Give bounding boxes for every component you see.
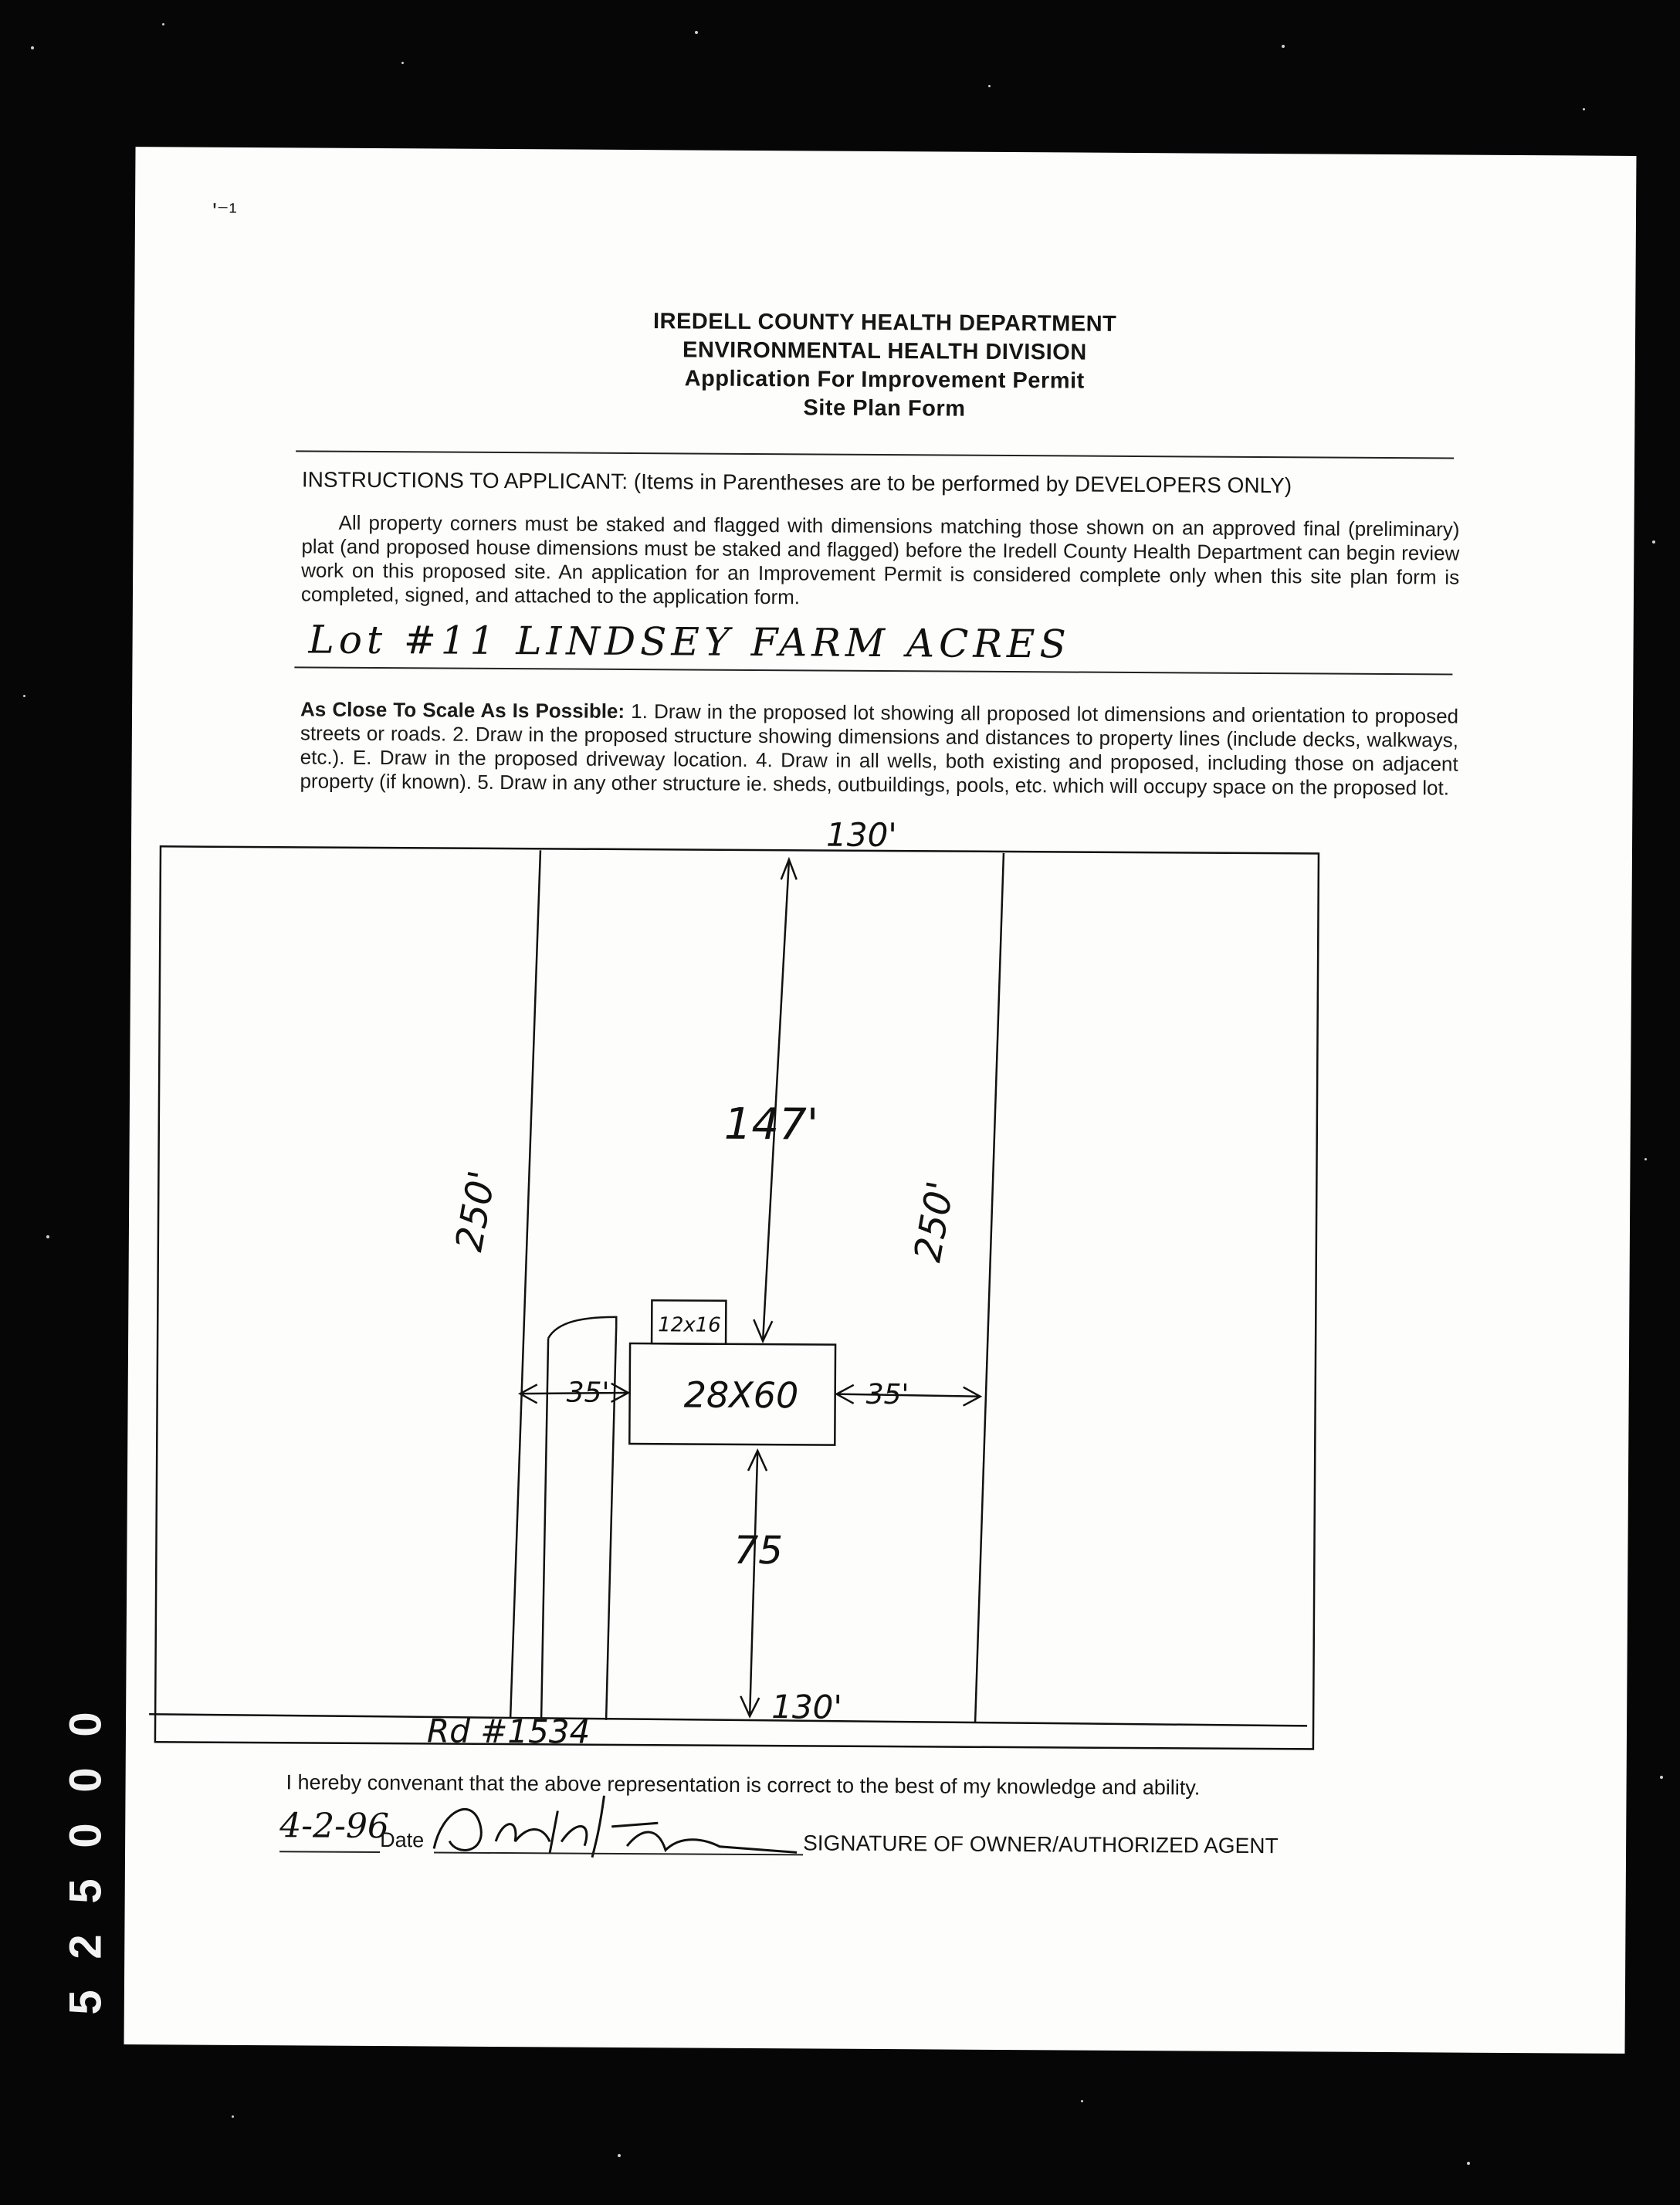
- house-size-label: 28X60: [683, 1373, 799, 1417]
- rear-setback-label: 75: [733, 1527, 784, 1573]
- top-width-label: 130': [825, 815, 897, 855]
- lot-right-line: [975, 853, 1004, 1722]
- department-name: IREDELL COUNTY HEALTH DEPARTMENT: [652, 309, 1117, 337]
- stamp-digit: 0: [60, 1767, 111, 1793]
- scan-speck: [1467, 2162, 1470, 2165]
- scale-steps: 1. Draw in the proposed lot showing all proposed lot dimensions and orientation to proposed streets or roads. 2. Draw in the proposed structure showing dimensions and distances to property lines (include decks, walkways, etc.). E. Draw in the proposed driveway location. 4. Draw in all wells, both existing and proposed, including those on adjacent property (if known). 5. Draw in any other structure ie. sheds, outbuildings, pools, etc. which will occupy space on the proposed lot.: [300, 699, 1459, 800]
- right-depth-label: 250': [906, 1177, 964, 1265]
- site-plan-drawing: [124, 147, 1637, 2054]
- lot-description: Lot #11 LINDSEY FARM ACRES: [308, 617, 1071, 667]
- date-value: 4-2-96: [279, 1806, 390, 1847]
- signature-scrawl: [426, 1779, 813, 1874]
- document-stamp-number: [59, 1699, 113, 2054]
- driveway-left: [541, 1338, 548, 1718]
- instructions-paragraph: All property corners must be staked and flagged with dimensions matching those shown on an approved final (preliminary) plat (and proposed house dimensions must be staked and flagged) before the Iredell County Health Department can begin review work on this proposed site. An application for an Improvement Permit is considered complete only when this site plan form is completed, signed, and attached to the application form.: [300, 510, 1460, 609]
- scan-speck: [46, 1235, 49, 1238]
- scan-speck: [401, 62, 404, 64]
- stamp-digit: 5: [60, 1878, 111, 1904]
- date-label: Date: [380, 1828, 425, 1852]
- scan-speck: [31, 46, 34, 49]
- instructions-title: INSTRUCTIONS TO APPLICANT: (Items in Parentheses are to be performed by DEVELOPERS ONLY): [301, 467, 1292, 498]
- form-page: [124, 147, 1637, 2054]
- scan-speck: [695, 31, 698, 34]
- rear-setback-arrow: [750, 1451, 757, 1716]
- road-line: [149, 1714, 1307, 1726]
- scan-speck: [1644, 1158, 1647, 1160]
- stamp-digit: 0: [60, 1712, 111, 1737]
- form-title: Site Plan Form: [803, 395, 966, 422]
- front-setback-label: 147': [723, 1099, 819, 1150]
- division-name: ENVIRONMENTAL HEALTH DIVISION: [682, 337, 1087, 365]
- scan-speck: [1652, 540, 1655, 544]
- scan-speck: [232, 2115, 234, 2118]
- lot-left-line: [510, 850, 540, 1718]
- scan-speck: [162, 23, 164, 25]
- punch-mark: '⁻¹: [212, 198, 237, 225]
- scan-speck: [618, 2154, 621, 2157]
- scan-speck: [1660, 1776, 1663, 1779]
- plan-frame: [155, 846, 1319, 1749]
- driveway-curve: [548, 1316, 616, 1339]
- scan-speck: [1282, 45, 1285, 48]
- scan-speck: [1583, 108, 1585, 110]
- application-title: Application For Improvement Permit: [684, 366, 1085, 394]
- scale-heading: As Close To Scale As Is Possible:: [300, 697, 625, 723]
- scan-speck: [23, 695, 25, 697]
- stamp-digit: 2: [60, 1934, 111, 1959]
- scan-speck: [1081, 2100, 1083, 2102]
- stamp-digit: 5: [60, 1990, 111, 2015]
- left-depth-label: 250': [447, 1167, 505, 1255]
- deck-size-label: 12x16: [658, 1313, 721, 1337]
- left-side-setback-label: 35': [566, 1377, 610, 1409]
- signature-label: SIGNATURE OF OWNER/AUTHORIZED AGENT: [803, 1831, 1279, 1858]
- scan-speck: [988, 85, 991, 87]
- road-label: Rd #1534: [426, 1712, 591, 1751]
- bottom-width-label: 130': [771, 1688, 843, 1726]
- stamp-digit: 0: [60, 1823, 111, 1848]
- right-side-setback-label: 35': [865, 1378, 909, 1411]
- certification-statement: I hereby convenant that the above representation is correct to the best of my knowledge and ability.: [286, 1770, 1201, 1800]
